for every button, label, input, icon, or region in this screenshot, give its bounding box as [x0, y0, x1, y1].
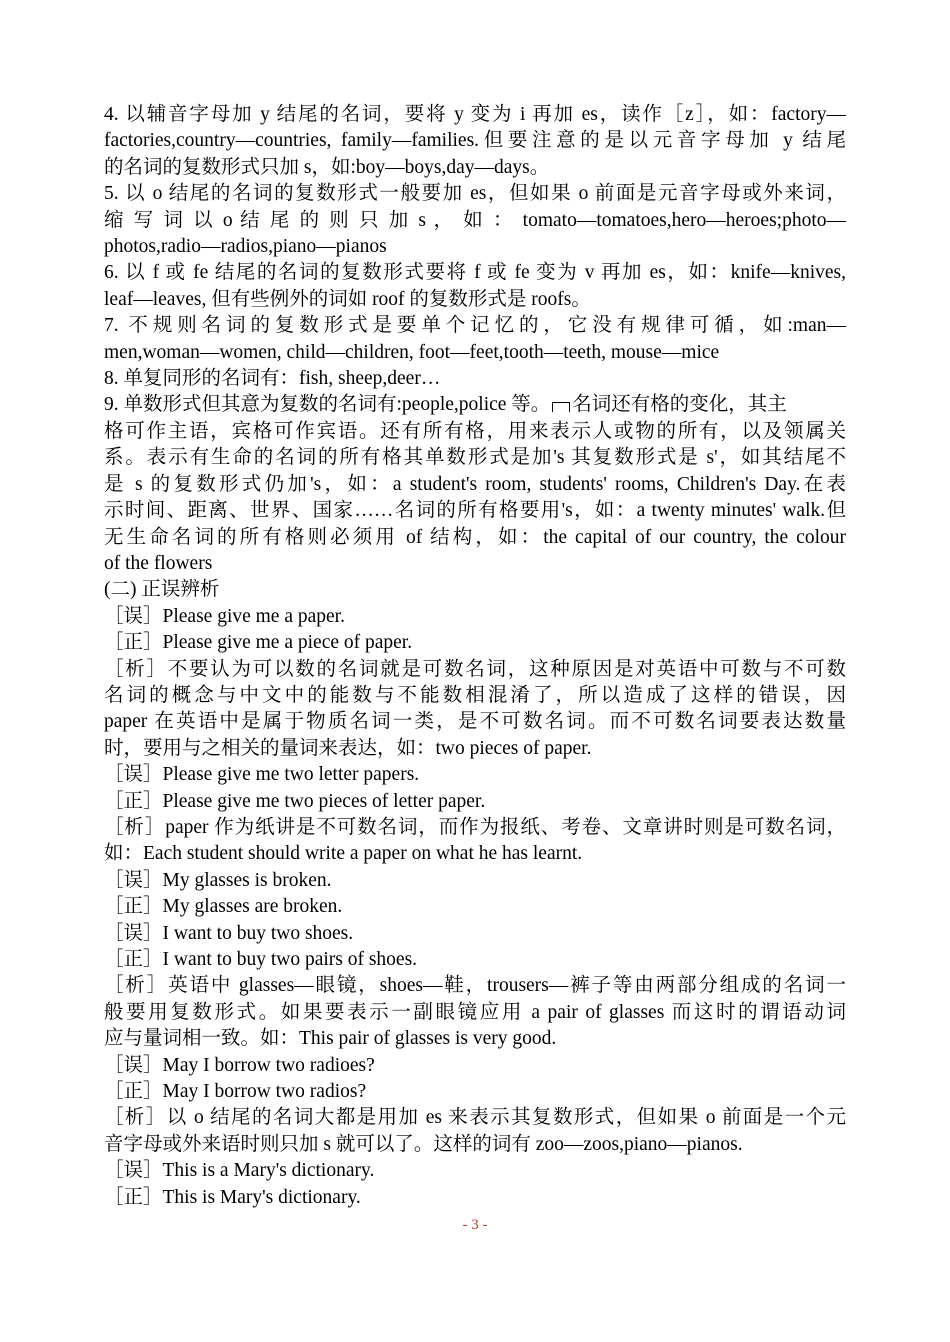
- text-line-p6-1: 6. 以 f 或 fe 结尾的名词的复数形式要将 f 或 fe 变为 v 再加 es，如：knife—knives,: [104, 262, 846, 284]
- text-line-e4a-3: 应与量词相一致。如：This pair of glasses is very good.: [104, 1028, 557, 1050]
- text-line-p9-5: 示时间、距离、世界、国家……名词的所有格要用's，如：a twenty minutes' walk.但: [104, 500, 846, 522]
- text-line-e1a-2: 名词的概念与中文中的能数与不能数相混淆了，所以造成了这样的错误，因: [104, 684, 846, 706]
- text-line-p9-3: 系。表示有生命的名词的所有格其单数形式是加's 其复数形式是 s'，如其结尾不: [104, 447, 846, 469]
- text-line-e3w: ［误］My glasses is broken.: [104, 869, 332, 891]
- text-line-e2a-2: 如：Each student should write a paper on what he has learnt.: [104, 843, 583, 865]
- text-line-p4-2: factories,country—countries, family—families.但要注意的是以元音字母加 y 结尾: [104, 130, 846, 152]
- text-segment: 名词还有格的变化，其主: [572, 394, 787, 416]
- text-line-p9-4: 是 s 的复数形式仍加's，如：a student's room, students' rooms, Children's Day.在表: [104, 473, 846, 495]
- text-line-p5-3: photos,radio—radios,piano—pianos: [104, 236, 387, 258]
- text-line-e4r: ［正］I want to buy two pairs of shoes.: [104, 949, 418, 970]
- text-line-e6w: ［误］This is a Mary's dictionary.: [104, 1160, 375, 1182]
- text-segment: 9. 单数形式但其意为复数的名词有:people,police 等。: [104, 394, 551, 416]
- page-number: - 3 -: [462, 1217, 488, 1233]
- document-body: [104, 102, 846, 1211]
- text-line-p5-1: 5. 以 o 结尾的名词的复数形式一般要加 es，但如果 o 前面是元音字母或外来词，: [104, 183, 846, 205]
- text-line-p9-6: 无生命名词的所有格则必须用 of 结构，如：the capital of our country, the colour: [104, 526, 846, 548]
- text-line-e2r: ［正］Please give me two pieces of letter paper.: [104, 790, 486, 812]
- text-line-e5w: ［误］May I borrow two radioes?: [104, 1054, 375, 1076]
- bracket-mark-icon: [552, 402, 570, 412]
- text-line-p4-3: 的名词的复数形式只加 s，如:boy—boys,day—days。: [104, 156, 550, 178]
- text-line-e1a-4: 时，要用与之相关的量词来表达，如：two pieces of paper.: [104, 737, 592, 759]
- text-line-p9-7: of the flowers: [104, 552, 213, 574]
- text-line-e1w: ［误］Please give me a paper.: [104, 605, 345, 627]
- text-line-p7-2: men,woman—women, child—children, foot—feet,tooth—teeth, mouse—mice: [104, 341, 720, 363]
- text-line-h2: (二) 正误辨析: [104, 579, 220, 601]
- text-line-p5-2: 缩 写 词 以 o 结 尾 的 则 只 加 s ， 如 ： tomato—tomatoes,hero—heroes;photo—: [104, 209, 846, 231]
- text-line-e2w: ［误］Please give me two letter papers.: [104, 764, 420, 786]
- text-line-e6r: ［正］This is Mary's dictionary.: [104, 1186, 361, 1208]
- text-line-e4a-2: 般要用复数形式。如果要表示一副眼镜应用 a pair of glasses 而这时的谓语动词: [104, 1001, 846, 1023]
- text-line-p8-1: 8. 单复同形的名词有：fish, sheep,deer…: [104, 368, 441, 390]
- text-line-e3r: ［正］My glasses are broken.: [104, 896, 343, 918]
- text-line-e4a-1: ［析］英语中 glasses—眼镜，shoes—鞋，trousers—裤子等由两部分组成的名词一: [104, 975, 846, 997]
- text-line-e5r: ［正］May I borrow two radios?: [104, 1081, 367, 1103]
- text-line-e5a-2: 音字母或外来语时则只加 s 就可以了。这样的词有 zoo—zoos,piano—pianos.: [104, 1133, 743, 1155]
- text-line-e4w: ［误］I want to buy two shoes.: [104, 922, 354, 944]
- text-line-p9-2: 格可作主语，宾格可作宾语。还有所有格，用来表示人或物的所有，以及领属关: [104, 420, 846, 442]
- text-line-e5a-1: ［析］以 o 结尾的名词大都是用加 es 来表示其复数形式，但如果 o 前面是一个元: [104, 1107, 846, 1129]
- text-line-p9-1a: [104, 392, 846, 418]
- text-line-p4-1: 4. 以辅音字母加 y 结尾的名词，要将 y 变为 i 再加 es，读作［z］，如：factory—: [104, 104, 846, 125]
- text-line-e1r: ［正］Please give me a piece of paper.: [104, 632, 413, 654]
- text-line-p6-2: leaf—leaves, 但有些例外的词如 roof 的复数形式是 roofs。: [104, 288, 591, 310]
- text-line-e1a-1: ［析］不要认为可以数的名词就是可数名词，这种原因是对英语中可数与不可数: [104, 658, 846, 680]
- text-line-e2a-1: ［析］paper 作为纸讲是不可数名词，而作为报纸、考卷、文章讲时则是可数名词，: [104, 816, 846, 838]
- text-line-e1a-3: paper 在英语中是属于物质名词一类，是不可数名词。而不可数名词要表达数量: [104, 711, 846, 733]
- text-line-p7-1: 7. 不规则名词的复数形式是要单个记忆的，它没有规律可循，如:man—: [104, 315, 846, 337]
